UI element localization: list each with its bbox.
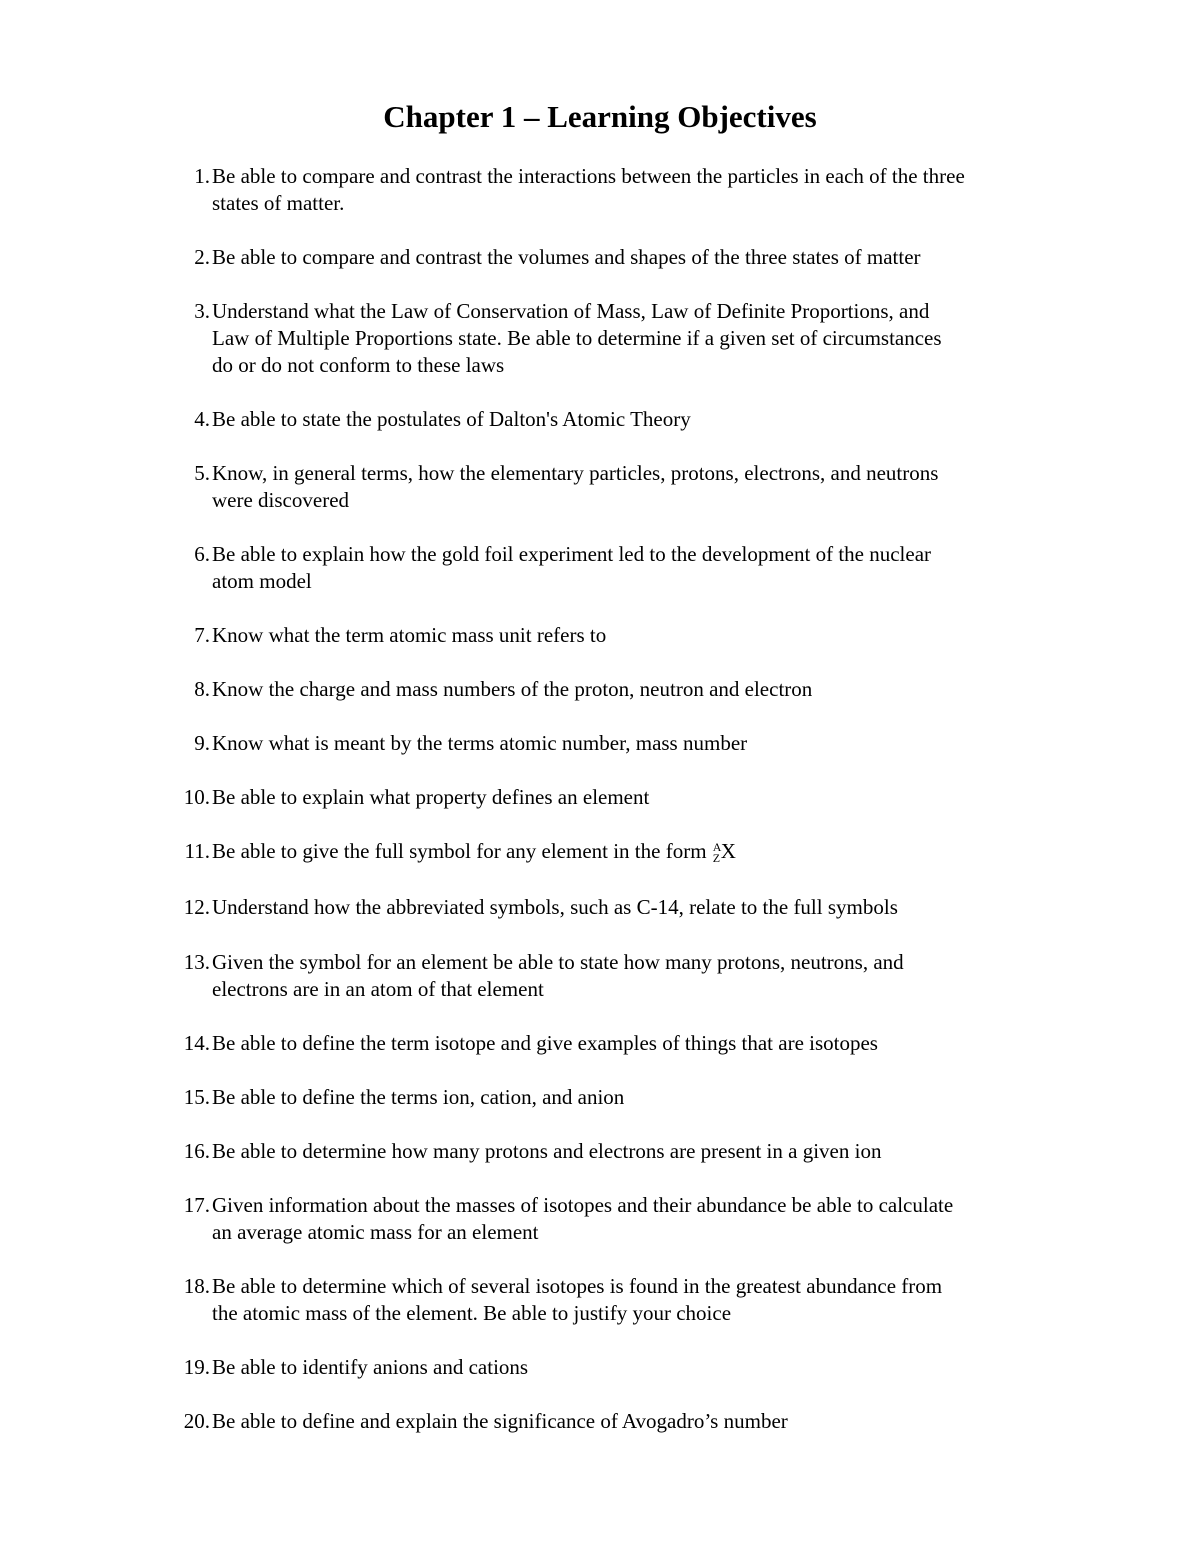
objective-number: 17. xyxy=(183,1193,210,1217)
objective-line-text: Given information about the masses of isotopes and their abundance be able to calculate xyxy=(212,1193,954,1217)
objective-line xyxy=(212,676,1092,703)
objective-number: 10. xyxy=(183,785,210,809)
objective-line xyxy=(212,406,1092,433)
objective-number: 6. xyxy=(194,542,210,566)
objective-line-text: Be able to give the full symbol for any element in the form xyxy=(212,839,712,863)
objective-line xyxy=(212,838,1092,865)
objective-text xyxy=(212,949,1092,1003)
objective-number: 5. xyxy=(194,461,210,485)
objective-text xyxy=(212,1408,1092,1435)
objective-text xyxy=(212,460,1092,514)
objective-line-text: Know what the term atomic mass unit refers to xyxy=(212,623,607,647)
atomic-number-label: Z xyxy=(712,851,721,865)
objective-number: 3. xyxy=(194,299,210,323)
objective-line xyxy=(212,1408,1092,1435)
objective-number: 18. xyxy=(183,1274,210,1298)
objective-line-text: Be able to compare and contrast the interactions between the particles in each of the three xyxy=(212,164,965,188)
objective-text xyxy=(212,1138,1092,1165)
objective-number: 12. xyxy=(183,895,210,919)
objective-line-text: Be able to compare and contrast the volumes and shapes of the three states of matter xyxy=(212,245,921,269)
objective-text xyxy=(212,730,1092,757)
objective-line-text: were discovered xyxy=(212,488,350,512)
objective-line-text: Be able to define and explain the significance of Avogadro’s number xyxy=(212,1409,788,1433)
objective-line-text: Be able to determine which of several isotopes is found in the greatest abundance from xyxy=(212,1274,943,1298)
objective-line-text: do or do not conform to these laws xyxy=(212,353,505,377)
objective-text xyxy=(212,838,1092,865)
objective-line-text: Be able to determine how many protons and electrons are present in a given ion xyxy=(212,1139,882,1163)
objective-line xyxy=(212,784,1092,811)
objective-line xyxy=(212,622,1092,649)
objective-line-text: Be able to define the term isotope and give examples of things that are isotopes xyxy=(212,1031,878,1055)
objective-text xyxy=(212,676,1092,703)
page-title: Chapter 1 – Learning Objectives xyxy=(383,99,817,134)
objective-line-text: Be able to define the terms ion, cation, and anion xyxy=(212,1085,625,1109)
objective-number: 19. xyxy=(183,1355,210,1379)
objective-text xyxy=(212,622,1092,649)
objective-text xyxy=(212,1273,1092,1327)
objective-line xyxy=(212,1219,1092,1246)
objective-number: 15. xyxy=(183,1085,210,1109)
objective-number: 20. xyxy=(183,1409,210,1433)
objective-line-text: electrons are in an atom of that element xyxy=(212,977,544,1001)
objective-line xyxy=(212,568,1092,595)
objective-line xyxy=(212,298,1092,325)
objective-line-text: atom model xyxy=(212,569,312,593)
objective-number: 8. xyxy=(194,677,210,701)
mass-number-label: A xyxy=(712,840,722,854)
objective-line-text: Be able to identify anions and cations xyxy=(212,1355,529,1379)
objective-number: 2. xyxy=(194,245,210,269)
objective-text xyxy=(212,1192,1092,1246)
objective-line xyxy=(212,460,1092,487)
objective-line xyxy=(212,1030,1092,1057)
objective-line-text: Know what is meant by the terms atomic number, mass number xyxy=(212,731,748,755)
objective-line xyxy=(212,1354,1092,1381)
objective-line-text: an average atomic mass for an element xyxy=(212,1220,539,1244)
objective-line xyxy=(212,1273,1092,1300)
objective-number: 4. xyxy=(194,407,210,431)
objective-number: 9. xyxy=(194,731,210,755)
objective-line xyxy=(212,1084,1092,1111)
objective-line xyxy=(212,541,1092,568)
objective-line-text: states of matter. xyxy=(212,191,345,215)
objective-line xyxy=(212,487,1092,514)
objective-line xyxy=(212,976,1092,1003)
objective-line-text: Law of Multiple Proportions state. Be able to determine if a given set of circumstances xyxy=(212,326,942,350)
objective-text xyxy=(212,1030,1092,1057)
objective-line xyxy=(212,325,1092,352)
objective-line xyxy=(212,163,1092,190)
objective-text xyxy=(212,1354,1092,1381)
objective-line-text: the atomic mass of the element. Be able to justify your choice xyxy=(212,1301,732,1325)
objective-line-text: Know the charge and mass numbers of the proton, neutron and electron xyxy=(212,677,813,701)
objective-line xyxy=(212,352,1092,379)
objective-line-text: Given the symbol for an element be able to state how many protons, neutrons, and xyxy=(212,950,904,974)
objective-line xyxy=(212,1192,1092,1219)
objective-line-text: Be able to state the postulates of Dalton's Atomic Theory xyxy=(212,407,691,431)
objective-line xyxy=(212,1300,1092,1327)
objective-line-text: Understand how the abbreviated symbols, such as C-14, relate to the full symbols xyxy=(212,895,898,919)
objective-line-text: Be able to explain what property defines an element xyxy=(212,785,650,809)
objective-text xyxy=(212,784,1092,811)
objective-line xyxy=(212,190,1092,217)
objective-number: 7. xyxy=(194,623,210,647)
objective-text xyxy=(212,541,1092,595)
element-symbol-label: X xyxy=(720,839,736,863)
objective-line xyxy=(212,894,1092,921)
objective-text xyxy=(212,894,1092,921)
objective-line-text: Understand what the Law of Conservation of Mass, Law of Definite Proportions, and xyxy=(212,299,930,323)
objective-line xyxy=(212,949,1092,976)
objective-line xyxy=(212,1138,1092,1165)
objective-number: 1. xyxy=(194,164,210,188)
objective-text xyxy=(212,244,1092,271)
objective-line-text: Be able to explain how the gold foil experiment led to the development of the nuclear xyxy=(212,542,932,566)
objective-number: 16. xyxy=(183,1139,210,1163)
objective-number: 11. xyxy=(184,839,210,863)
objective-text xyxy=(212,298,1092,379)
objective-line xyxy=(212,244,1092,271)
objective-number: 14. xyxy=(183,1031,210,1055)
objective-line xyxy=(212,730,1092,757)
objective-line-text: Know, in general terms, how the elementary particles, protons, electrons, and neutrons xyxy=(212,461,939,485)
objective-text xyxy=(212,163,1092,217)
objective-number: 13. xyxy=(183,950,210,974)
objective-text xyxy=(212,406,1092,433)
objective-text xyxy=(212,1084,1092,1111)
isotope-notation xyxy=(712,838,736,865)
